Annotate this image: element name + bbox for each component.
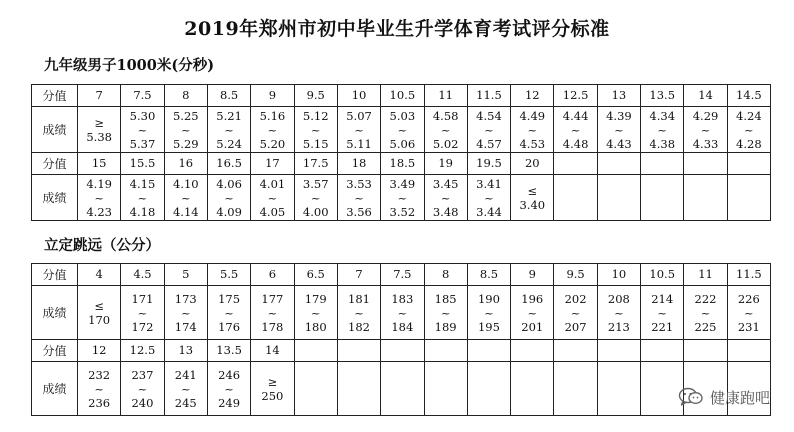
score-line: 178 [261,319,284,334]
score-line: 225 [694,319,717,334]
score-line: ~ [397,122,408,137]
points-cell [381,340,424,362]
score-row [32,107,771,153]
score-line: ~ [137,381,148,396]
score-line: 249 [218,395,241,410]
score-cell [381,286,424,340]
score-line: 4.33 [692,136,719,151]
points-cell: 16.5 [207,153,250,175]
score-cell [337,175,380,221]
score-line: 183 [391,291,414,306]
score-line: ~ [700,122,711,137]
points-cell [684,340,727,362]
score-line: ~ [570,305,581,320]
score-cell [641,286,684,340]
points-cell: 14 [251,340,294,362]
score-line: ~ [94,190,104,205]
score-line: ~ [440,122,451,137]
score-line: 208 [607,291,630,306]
score-cell [251,107,294,153]
score-line: ≤ [527,183,538,198]
score-line: ~ [397,305,408,320]
score-cell [597,107,640,153]
points-cell: 9.5 [294,85,337,107]
score-line: 5.38 [86,129,112,144]
score-line: 226 [737,291,760,306]
score-line: 4.48 [562,136,589,151]
score-row [32,362,771,416]
score-cell [251,286,294,340]
points-cell: 14.5 [727,85,770,107]
score-cell [467,286,510,340]
score-cell [554,362,597,416]
score-cell [207,286,250,340]
points-cell: 12 [511,85,554,107]
watermark [678,386,770,408]
watermark-text: 健康跑吧 [709,388,770,407]
score-row [32,286,771,340]
score-line: 246 [218,367,241,382]
score-line: ≥ [267,374,278,389]
points-cell: 8 [164,85,207,107]
score-label: 成绩 [32,362,78,416]
points-cell: 10 [597,264,640,286]
score-line: ~ [224,305,234,320]
score-line: 4.01 [259,176,286,191]
points-cell: 9 [511,264,554,286]
score-line: ~ [484,122,494,137]
score-line: ~ [224,190,234,205]
points-cell: 12 [78,340,121,362]
score-line: 3.41 [476,176,502,191]
score-line: 185 [434,291,457,306]
score-line: 5.29 [172,136,199,151]
points-cell: 7.5 [121,85,164,107]
score-line: 4.29 [692,108,719,123]
points-row [32,85,771,107]
score-line: 3.52 [389,204,416,219]
score-cell [78,175,121,221]
score-cell [727,175,770,221]
score-line: 5.11 [346,136,372,151]
score-line: 4.19 [86,176,112,191]
points-cell: 19.5 [467,153,510,175]
points-cell [511,340,554,362]
score-line: ~ [440,305,451,320]
score-line: ~ [137,190,148,205]
score-line: 4.00 [302,204,329,219]
score-line: ~ [180,381,191,396]
score-cell [511,362,554,416]
score-line: 236 [88,395,111,410]
score-cell [251,175,294,221]
score-line: 213 [607,319,630,334]
score-line: 180 [304,319,327,334]
score-line: ~ [354,305,364,320]
points-cell: 12.5 [554,85,597,107]
score-cell [337,362,380,416]
points-cell: 8.5 [207,85,250,107]
score-line: 177 [261,291,284,306]
score-line: 5.02 [432,136,459,151]
score-line: 176 [218,319,241,334]
points-cell [727,153,770,175]
score-line: 4.06 [216,176,242,191]
section-title-1000m: 九年级男子1000米(分秒) [44,57,215,74]
points-cell [554,340,597,362]
score-cell [337,286,380,340]
score-line: ~ [700,305,711,320]
points-cell: 7 [78,85,121,107]
score-line: 5.06 [389,136,416,151]
score-cell [381,175,424,221]
points-row [32,340,771,362]
points-cell: 10.5 [381,85,424,107]
score-cell [294,175,337,221]
score-line: ~ [440,190,451,205]
points-cell: 19 [424,153,467,175]
score-cell [164,107,207,153]
points-cell: 15 [78,153,121,175]
points-cell: 18 [337,153,380,175]
score-cell [597,175,640,221]
table-long-jump-standards [31,263,771,416]
score-line: 5.15 [302,136,329,151]
score-line: 4.54 [476,108,502,123]
points-cell: 6 [251,264,294,286]
score-line: 4.09 [216,204,242,219]
score-line: 4.23 [86,204,112,219]
score-cell [554,286,597,340]
score-cell [641,107,684,153]
score-cell [727,107,770,153]
score-line: ~ [137,305,148,320]
score-line: 250 [261,388,284,403]
points-cell: 6.5 [294,264,337,286]
score-row [32,175,771,221]
points-cell: 5 [164,264,207,286]
score-cell [554,107,597,153]
score-line: 4.24 [736,108,762,123]
score-cell [121,175,164,221]
score-line: ~ [484,305,494,320]
points-cell: 11.5 [467,85,510,107]
score-cell [684,107,727,153]
score-line: ~ [310,190,321,205]
points-cell: 15.5 [121,153,164,175]
score-cell [467,362,510,416]
score-line: 172 [131,319,154,334]
points-cell: 17 [251,153,294,175]
score-line: 5.30 [129,108,156,123]
score-label: 成绩 [32,175,78,221]
score-line: 5.07 [346,108,372,123]
score-line: 4.14 [172,204,199,219]
score-cell [424,107,467,153]
score-cell [78,362,121,416]
score-line: 214 [651,291,674,306]
points-cell: 9 [251,85,294,107]
points-cell [554,153,597,175]
score-line: ~ [657,122,668,137]
score-cell [727,286,770,340]
score-cell [424,286,467,340]
score-line: 202 [564,291,587,306]
score-line: ~ [267,122,278,137]
score-cell [121,286,164,340]
points-cell: 11 [684,264,727,286]
score-line: 3.44 [476,204,502,219]
points-cell [337,340,380,362]
score-cell [424,175,467,221]
score-line: 5.20 [259,136,286,151]
points-cell: 10.5 [641,264,684,286]
score-cell [294,286,337,340]
score-line: 5.25 [172,108,199,123]
score-cell [251,362,294,416]
points-cell [424,340,467,362]
score-line: 5.12 [302,108,329,123]
score-line: 3.49 [389,176,416,191]
points-cell: 5.5 [207,264,250,286]
points-cell: 7 [337,264,380,286]
score-line: ~ [614,305,624,320]
score-line: 4.15 [129,176,156,191]
score-line: ~ [310,305,321,320]
score-cell [467,175,510,221]
score-line: 175 [218,291,241,306]
wechat-bubble-icon [678,387,704,407]
score-line: 221 [651,319,674,334]
points-row [32,264,771,286]
points-cell [294,340,337,362]
score-line: 189 [434,319,457,334]
points-label: 分值 [32,264,78,286]
score-cell [597,286,640,340]
points-cell: 17.5 [294,153,337,175]
score-line: 201 [521,319,544,334]
points-label: 分值 [32,85,78,107]
score-line: ~ [744,122,754,137]
score-cell [684,175,727,221]
points-cell: 14 [684,85,727,107]
score-cell [164,362,207,416]
points-cell [467,340,510,362]
points-cell: 13.5 [641,85,684,107]
score-line: ~ [224,122,234,137]
score-line: 245 [174,395,197,410]
score-label: 成绩 [32,286,78,340]
score-cell [424,362,467,416]
score-line: 4.44 [562,108,589,123]
score-cell [554,175,597,221]
score-line: 170 [88,312,111,327]
score-line: 182 [348,319,370,334]
points-cell: 10 [337,85,380,107]
score-line: ~ [267,305,278,320]
score-cell [207,107,250,153]
points-label: 分值 [32,153,78,175]
points-cell [727,340,770,362]
score-line: ~ [744,305,754,320]
score-line: 240 [131,395,154,410]
score-line: 5.21 [216,108,242,123]
points-cell: 8.5 [467,264,510,286]
score-line: 3.57 [302,176,329,191]
score-cell [381,107,424,153]
score-line: 3.53 [346,176,372,191]
score-line: ~ [267,190,278,205]
points-cell: 12.5 [121,340,164,362]
score-line: 4.58 [432,108,459,123]
score-line: 4.53 [519,136,546,151]
score-line: 4.43 [606,136,632,151]
score-line: ≥ [94,115,104,130]
score-cell [121,362,164,416]
score-line: ~ [224,381,234,396]
score-label: 成绩 [32,107,78,153]
points-cell [684,153,727,175]
score-cell [511,107,554,153]
score-cell [294,107,337,153]
score-line: ~ [570,122,581,137]
points-cell: 9.5 [554,264,597,286]
score-line: 3.48 [432,204,459,219]
points-cell [597,340,640,362]
score-cell [337,107,380,153]
points-cell: 13.5 [207,340,250,362]
score-line: 4.34 [649,108,676,123]
points-cell: 20 [511,153,554,175]
score-line: 5.16 [259,108,286,123]
score-line: ~ [657,305,668,320]
score-cell [641,175,684,221]
score-line: 4.39 [606,108,632,123]
points-cell: 7.5 [381,264,424,286]
points-cell: 4 [78,264,121,286]
score-line: ~ [94,381,104,396]
score-line: 179 [304,291,327,306]
points-cell: 18.5 [381,153,424,175]
score-cell [511,175,554,221]
table-1000m-standards [31,84,771,221]
score-line: 190 [477,291,500,306]
score-line: 237 [131,367,154,382]
score-line: ~ [180,305,191,320]
score-cell [164,175,207,221]
score-line: 195 [477,319,500,334]
points-cell [597,153,640,175]
points-cell: 13 [164,340,207,362]
score-line: 196 [521,291,544,306]
score-line: ~ [527,122,538,137]
points-row [32,153,771,175]
score-line: 3.40 [519,197,546,212]
score-line: 4.57 [476,136,502,151]
score-line: ~ [354,122,364,137]
score-line: ~ [527,305,538,320]
score-cell [467,107,510,153]
score-line: 4.28 [736,136,762,151]
section-title-long-jump: 立定跳远（公分） [44,237,160,254]
score-line: ≤ [94,298,104,313]
score-line: ~ [614,122,624,137]
points-label: 分值 [32,340,78,362]
score-line: 5.03 [389,108,416,123]
points-cell: 8 [424,264,467,286]
score-cell [207,175,250,221]
points-cell: 11.5 [727,264,770,286]
score-line: 4.38 [649,136,676,151]
score-line: 3.56 [346,204,372,219]
score-cell [164,286,207,340]
score-line: 231 [737,319,760,334]
score-line: 5.37 [129,136,156,151]
points-cell: 16 [164,153,207,175]
score-cell [78,107,121,153]
score-line: ~ [484,190,494,205]
score-line: 171 [131,291,154,306]
score-line: 184 [391,319,414,334]
points-cell: 11 [424,85,467,107]
points-cell: 13 [597,85,640,107]
score-line: 3.45 [432,176,459,191]
score-line: ~ [310,122,321,137]
points-cell [641,340,684,362]
score-line: 232 [88,367,111,382]
score-line: 4.10 [172,176,199,191]
score-line: 241 [174,367,197,382]
points-cell: 4.5 [121,264,164,286]
score-line: ~ [354,190,364,205]
score-cell [511,286,554,340]
score-cell [78,286,121,340]
score-line: 207 [564,319,587,334]
score-cell [294,362,337,416]
score-line: ~ [180,190,191,205]
score-line: 173 [174,291,197,306]
score-cell [381,362,424,416]
score-cell [121,107,164,153]
score-line: 5.24 [216,136,242,151]
score-cell [207,362,250,416]
points-cell [641,153,684,175]
document-title: 2019年郑州市初中毕业生升学体育考试评分标准 [184,18,610,40]
score-line: ~ [397,190,408,205]
score-line: 222 [694,291,717,306]
score-cell [684,286,727,340]
score-line: ~ [180,122,191,137]
score-line: 4.18 [129,204,156,219]
score-line: 4.49 [519,108,546,123]
score-line: ~ [137,122,148,137]
score-line: 4.05 [259,204,286,219]
score-line: 174 [174,319,197,334]
score-cell [597,362,640,416]
score-line: 181 [348,291,370,306]
